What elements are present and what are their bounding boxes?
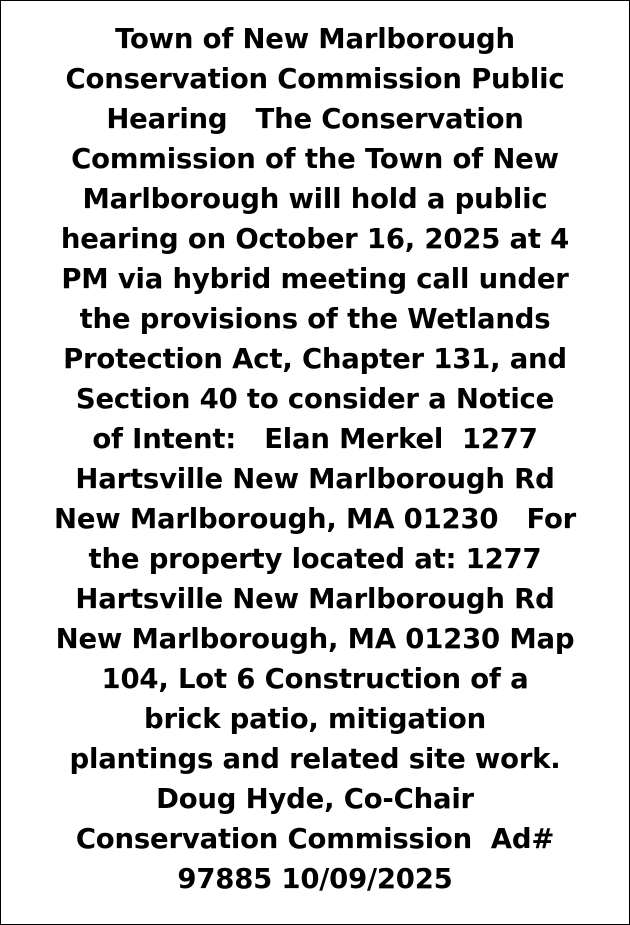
notice-line: Hearing The Conservation — [106, 103, 524, 135]
notice-line: Protection Act, Chapter 131, and — [63, 343, 567, 375]
notice-line: Hartsville New Marlborough Rd — [75, 583, 555, 615]
notice-line: 97885 10/09/2025 — [177, 863, 453, 895]
notice-line: New Marlborough, MA 01230 For — [54, 503, 576, 535]
notice-line: 104, Lot 6 Construction of a — [101, 663, 529, 695]
notice-line: the provisions of the Wetlands — [79, 303, 551, 335]
notice-line: PM via hybrid meeting call under — [61, 263, 569, 295]
notice-line: Section 40 to consider a Notice — [75, 383, 555, 415]
notice-line: Commission of the Town of New — [71, 143, 559, 175]
notice-line: Conservation Commission Public — [65, 63, 565, 95]
notice-body — [5, 19, 625, 899]
notice-line: Marlborough will hold a public — [82, 183, 548, 215]
notice-line: the property located at: 1277 — [88, 543, 542, 575]
notice-line: hearing on October 16, 2025 at 4 — [60, 223, 570, 255]
notice-line: Conservation Commission Ad# — [75, 823, 555, 855]
notice-line: brick patio, mitigation — [144, 703, 486, 735]
notice-line: Hartsville New Marlborough Rd — [75, 463, 555, 495]
notice-line: of Intent: Elan Merkel 1277 — [92, 423, 538, 455]
notice-line: plantings and related site work. — [69, 743, 561, 775]
notice-line: Doug Hyde, Co-Chair — [156, 783, 474, 815]
notice-line: New Marlborough, MA 01230 Map — [55, 623, 575, 655]
notice-line: Town of New Marlborough — [115, 23, 515, 55]
